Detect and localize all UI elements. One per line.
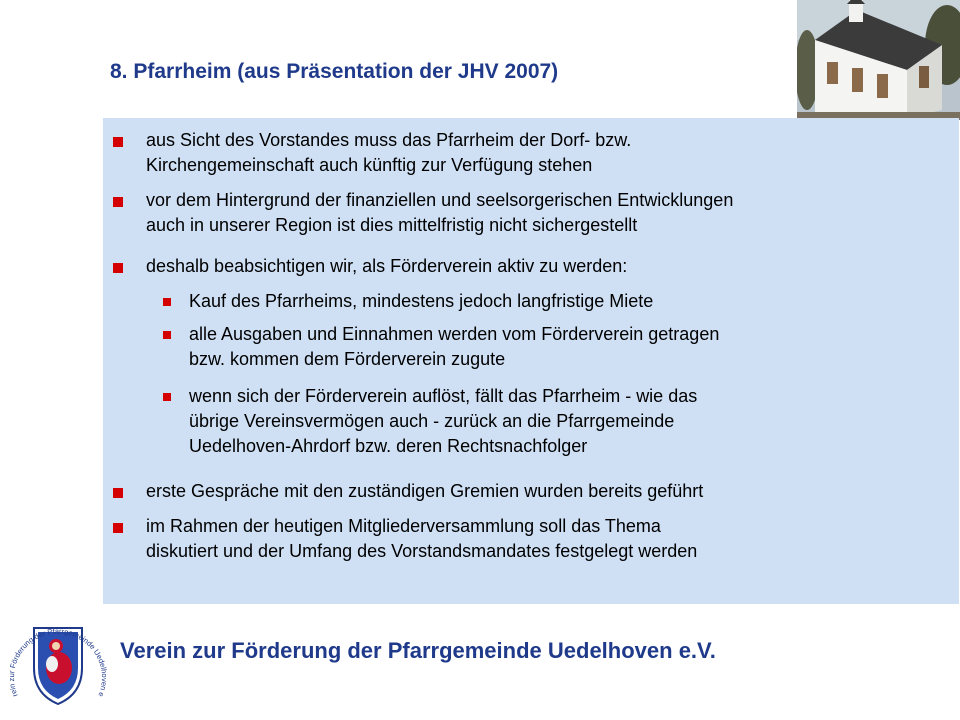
list-item-line: übrige Vereinsvermögen auch - zurück an die Pfarrgemeinde: [189, 411, 675, 431]
list-item-line: Kirchengemeinschaft auch künftig zur Verfügung stehen: [146, 155, 593, 175]
footer-association-name: Verein zur Förderung der Pfarrgemeinde Uedelhoven e.V.: [120, 638, 716, 663]
small-square-bullet-icon: [163, 298, 171, 306]
list-item-line: diskutiert und der Umfang des Vorstandsmandates festgelegt werden: [146, 541, 698, 561]
list-item-line: im Rahmen der heutigen Mitgliederversammlung soll das Thema: [146, 516, 661, 536]
square-bullet-icon: [113, 197, 123, 207]
small-square-bullet-icon: [163, 331, 171, 339]
square-bullet-icon: [113, 137, 123, 147]
association-logo: [4, 606, 112, 714]
list-item-line: erste Gespräche mit den zuständigen Gremien wurden bereits geführt: [146, 481, 704, 501]
square-bullet-icon: [113, 263, 123, 273]
list-item-line: Kauf des Pfarrheims, mindestens jedoch langfristige Miete: [189, 291, 654, 311]
content-box: [103, 118, 959, 604]
list-item-line: vor dem Hintergrund der finanziellen und seelsorgerischen Entwicklungen: [146, 190, 734, 210]
logo-circular-text: rein zur Förderung der Pfarrgemeinde Uedelhoven e: [6, 626, 110, 699]
list-item-line: bzw. kommen dem Förderverein zugute: [189, 349, 506, 369]
list-item-line: aus Sicht des Vorstandes muss das Pfarrheim der Dorf- bzw.: [146, 130, 632, 150]
pfarrheim-photo: [797, 0, 960, 120]
square-bullet-icon: [113, 523, 123, 533]
slide-title: 8. Pfarrheim (aus Präsentation der JHV 2007): [110, 60, 559, 83]
list-item-line: wenn sich der Förderverein auflöst, fällt das Pfarrheim - wie das: [189, 386, 698, 406]
list-item-line: auch in unserer Region ist dies mittelfristig nicht sichergestellt: [146, 215, 638, 235]
list-item-line: alle Ausgaben und Einnahmen werden vom Förderverein getragen: [189, 324, 720, 344]
list-item-line: Uedelhoven-Ahrdorf bzw. deren Rechtsnachfolger: [189, 436, 588, 456]
list-item-line: deshalb beabsichtigen wir, als Förderverein aktiv zu werden:: [146, 256, 628, 276]
square-bullet-icon: [113, 488, 123, 498]
small-square-bullet-icon: [163, 393, 171, 401]
